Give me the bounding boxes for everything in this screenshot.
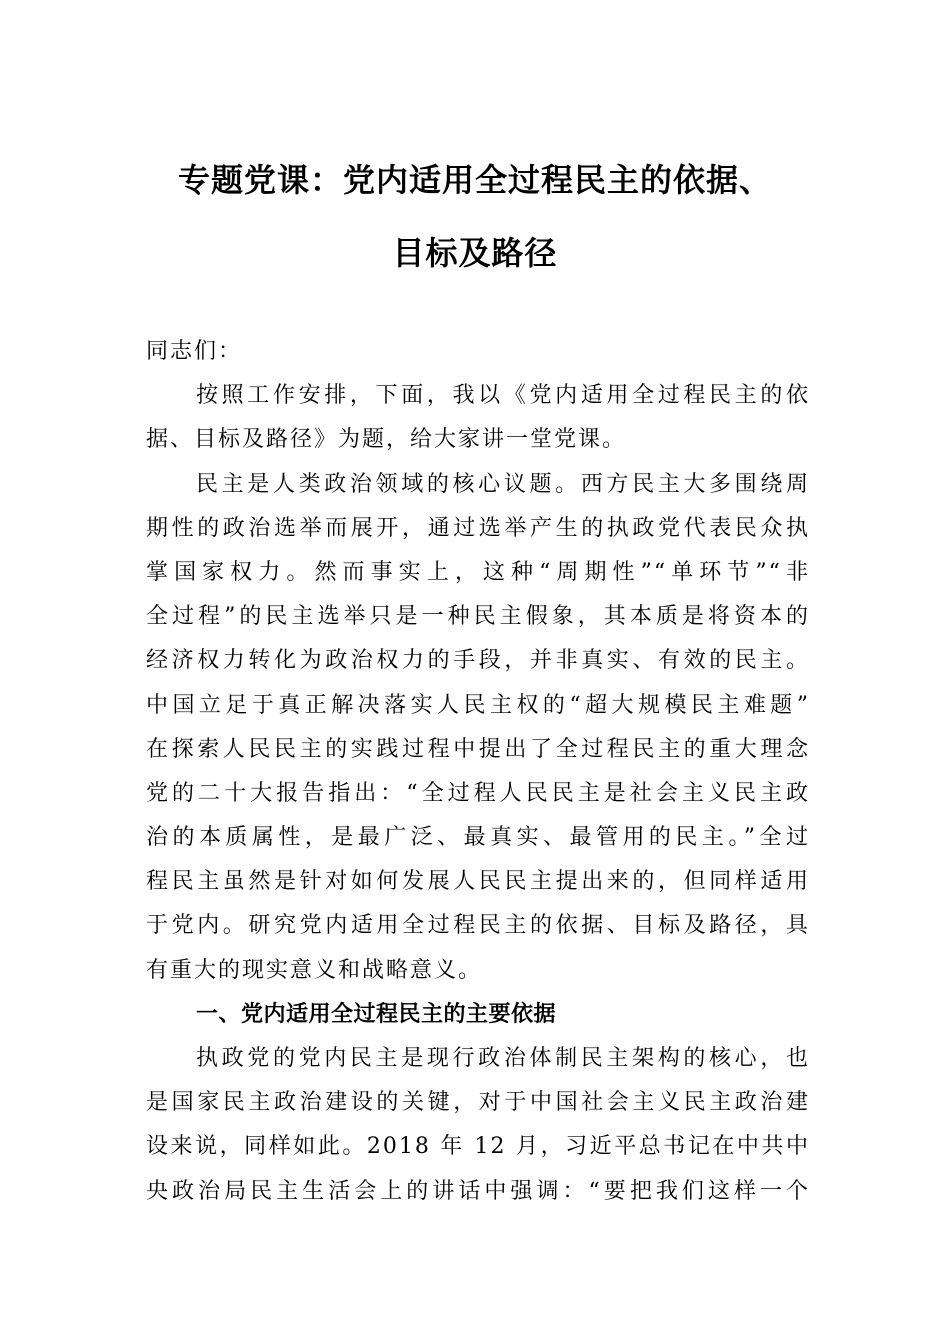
paragraph-line: 是国家民主政治建设的关键，对于中国社会主义民主政治建 <box>146 1090 810 1116</box>
document-body <box>146 330 810 1214</box>
section-heading: 一、党内适用全过程民主的主要依据 <box>196 1001 557 1027</box>
paragraph-line: 执政党的党内民主是现行政治体制民主架构的核心，也 <box>196 1046 810 1071</box>
paragraph-line: 中国立足于真正解决落实人民主权的“超大规模民主难题” <box>146 692 810 718</box>
paragraph-line: 经济权力转化为政治权力的手段，并非真实、有效的民主。 <box>146 648 810 674</box>
document-title-line-1: 专题党课：党内适用全过程民主的依据、 <box>177 161 772 199</box>
paragraph-line: 党的二十大报告指出：“全过程人民民主是社会主义民主政 <box>146 780 810 806</box>
document-title-line-2: 目标及路径 <box>392 234 558 272</box>
paragraph-line: 期性的政治选举而展开，通过选举产生的执政党代表民众执 <box>146 515 810 541</box>
paragraph-line: 据、目标及路径》为题，给大家讲一堂党课。 <box>146 427 627 453</box>
paragraph-line: 按照工作安排，下面，我以《党内适用全过程民主的依 <box>196 383 810 409</box>
paragraph-line: 有重大的现实意义和战略意义。 <box>146 957 483 983</box>
paragraph-line: 全过程”的民主选举只是一种民主假象，其本质是将资本的 <box>146 604 810 630</box>
paragraph-line: 掌国家权力。然而事实上，这种“周期性”“单环节”“非 <box>146 559 810 585</box>
salutation: 同志们： <box>146 339 243 364</box>
paragraph-line: 设来说，同样如此。2018 年 12 月，习近平总书记在中共中 <box>146 1134 810 1160</box>
paragraph-line: 央政治局民主生活会上的讲话中强调：“要把我们这样一个 <box>146 1178 810 1204</box>
paragraph-line: 民主是人类政治领域的核心议题。西方民主大多围绕周 <box>196 471 810 497</box>
paragraph-line: 于党内。研究党内适用全过程民主的依据、目标及路径，具 <box>146 913 810 939</box>
paragraph-line: 在探索人民民主的实践过程中提出了全过程民主的重大理念 <box>146 736 810 762</box>
paragraph-line: 治的本质属性，是最广泛、最真实、最管用的民主。”全过 <box>146 825 810 851</box>
paragraph-line: 程民主虽然是针对如何发展人民民主提出来的，但同样适用 <box>146 869 810 895</box>
